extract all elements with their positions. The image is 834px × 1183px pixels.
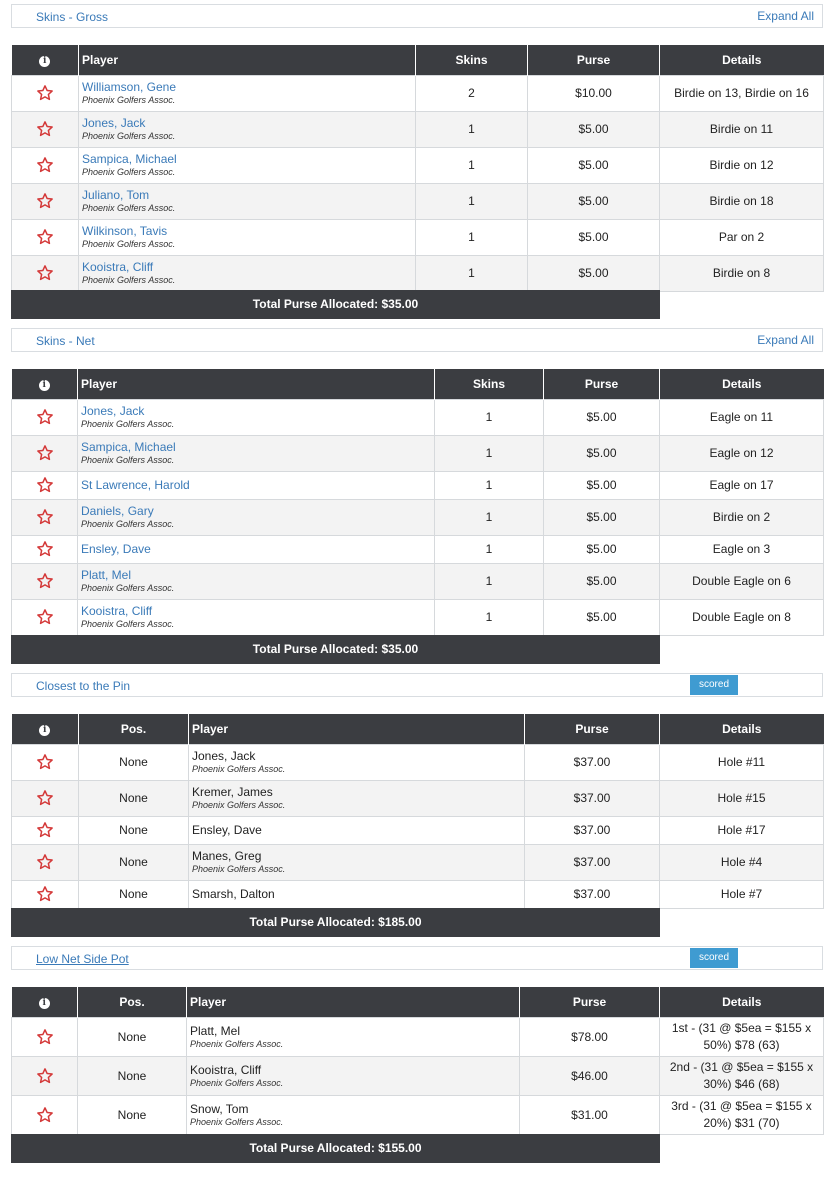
star-icon[interactable] <box>36 1106 54 1124</box>
column-header-purse[interactable]: Purse <box>544 369 660 399</box>
star-icon[interactable] <box>36 156 54 174</box>
player-name-link[interactable]: Platt, Mel <box>81 568 132 582</box>
skins-cell: 2 <box>416 75 528 111</box>
info-icon: i <box>39 998 50 1009</box>
player-cell <box>189 744 525 780</box>
star-icon[interactable] <box>36 84 54 102</box>
player-association: Phoenix Golfers Assoc. <box>190 1116 284 1127</box>
purse-cell: $37.00 <box>525 816 660 844</box>
skins-cell: 1 <box>435 535 544 563</box>
table-row <box>12 219 824 255</box>
purse-cell: $5.00 <box>544 399 660 435</box>
info-column-header <box>12 714 79 744</box>
player-name: Snow, Tom <box>190 1101 249 1116</box>
purse-cell: $5.00 <box>544 563 660 599</box>
player-name-link[interactable]: St Lawrence, Harold <box>81 478 190 492</box>
favorite-cell <box>12 780 79 816</box>
column-header-purse[interactable]: Purse <box>525 714 660 744</box>
player-association: Phoenix Golfers Assoc. <box>190 1038 284 1049</box>
expand-all-link[interactable]: Expand All <box>757 9 814 23</box>
player-name-link[interactable]: Kooistra, Cliff <box>81 604 153 618</box>
details-cell: Hole #17 <box>660 816 824 844</box>
player-cell <box>78 499 435 535</box>
column-header-player[interactable]: Player <box>79 45 416 75</box>
favorite-cell <box>12 399 78 435</box>
info-icon: i <box>39 380 50 391</box>
star-icon[interactable] <box>36 120 54 138</box>
favorite-cell <box>12 880 79 908</box>
skins-cell: 1 <box>416 147 528 183</box>
purse-cell: $5.00 <box>528 183 660 219</box>
details-cell: Eagle on 3 <box>660 535 824 563</box>
column-header-details: Details <box>660 714 824 744</box>
details-cell: Eagle on 17 <box>660 471 824 499</box>
details-cell: Eagle on 12 <box>660 435 824 471</box>
star-icon[interactable] <box>36 228 54 246</box>
purse-cell: $37.00 <box>525 780 660 816</box>
favorite-cell <box>12 183 79 219</box>
pos-cell: None <box>79 880 189 908</box>
details-cell: 3rd - (31 @ $5ea = $155 x 20%) $31 (70) <box>660 1095 824 1134</box>
column-header-pos[interactable]: Pos. <box>79 714 189 744</box>
scored-badge: scored <box>690 675 738 695</box>
table-row <box>12 147 824 183</box>
pos-cell: None <box>78 1095 187 1134</box>
star-icon[interactable] <box>36 572 54 590</box>
player-association: Phoenix Golfers Assoc. <box>82 275 176 285</box>
purse-cell: $5.00 <box>544 535 660 563</box>
table-row <box>12 816 824 844</box>
total-purse-bar: Total Purse Allocated: $185.00 <box>11 908 660 937</box>
purse-cell: $5.00 <box>528 111 660 147</box>
pos-cell: None <box>79 744 189 780</box>
player-name-link[interactable]: Williamson, Gene <box>82 80 177 94</box>
player-association: Phoenix Golfers Assoc. <box>82 95 176 105</box>
player-association: Phoenix Golfers Assoc. <box>81 583 175 593</box>
details-cell: Birdie on 12 <box>660 147 824 183</box>
favorite-cell <box>12 471 78 499</box>
expand-all-link[interactable]: Expand All <box>757 333 814 347</box>
player-name-link[interactable]: Ensley, Dave <box>81 542 151 556</box>
section-header-skins-gross <box>11 4 823 28</box>
table-row <box>12 844 824 880</box>
player-cell <box>78 435 435 471</box>
player-name: Manes, Greg <box>192 849 262 863</box>
star-icon[interactable] <box>36 753 54 771</box>
details-cell: Par on 2 <box>660 219 824 255</box>
player-name-link[interactable]: Sampica, Michael <box>82 152 177 166</box>
details-cell: Double Eagle on 8 <box>660 599 824 635</box>
player-association: Phoenix Golfers Assoc. <box>82 167 176 177</box>
player-association: Phoenix Golfers Assoc. <box>192 764 286 774</box>
player-name: Kooistra, Cliff <box>190 1062 262 1077</box>
player-cell <box>187 1095 520 1134</box>
column-header-purse[interactable]: Purse <box>528 45 660 75</box>
pos-cell: None <box>79 816 189 844</box>
player-cell <box>78 399 435 435</box>
details-cell: 1st - (31 @ $5ea = $155 x 50%) $78 (63) <box>660 1017 824 1056</box>
purse-cell: $5.00 <box>528 255 660 291</box>
column-header-player[interactable]: Player <box>189 714 525 744</box>
section-header-closest-to-pin <box>11 673 823 697</box>
section-title[interactable]: Closest to the Pin <box>36 679 131 693</box>
column-header-pos[interactable]: Pos. <box>78 987 187 1017</box>
purse-cell: $5.00 <box>544 599 660 635</box>
favorite-cell <box>12 744 79 780</box>
purse-cell: $10.00 <box>528 75 660 111</box>
star-icon[interactable] <box>36 540 54 558</box>
table-row <box>12 435 824 471</box>
table-row <box>12 1056 824 1095</box>
table-row <box>12 780 824 816</box>
favorite-cell <box>12 111 79 147</box>
star-icon[interactable] <box>36 853 54 871</box>
details-cell: Birdie on 8 <box>660 255 824 291</box>
favorite-cell <box>12 499 78 535</box>
player-cell <box>78 535 435 563</box>
table-row <box>12 111 824 147</box>
favorite-cell <box>12 1095 78 1134</box>
details-cell: Birdie on 18 <box>660 183 824 219</box>
column-header-skins[interactable]: Skins <box>435 369 544 399</box>
purse-cell: $78.00 <box>520 1017 660 1056</box>
player-cell <box>79 147 416 183</box>
star-icon[interactable] <box>36 192 54 210</box>
player-association: Phoenix Golfers Assoc. <box>192 864 286 874</box>
player-name-link[interactable]: Sampica, Michael <box>81 440 176 454</box>
table-row <box>12 563 824 599</box>
skins-cell: 1 <box>435 499 544 535</box>
player-cell <box>79 255 416 291</box>
skins-cell: 1 <box>435 399 544 435</box>
pos-cell: None <box>79 780 189 816</box>
favorite-cell <box>12 435 78 471</box>
pos-cell: None <box>79 844 189 880</box>
info-column-header <box>12 369 78 399</box>
star-icon[interactable] <box>36 821 54 839</box>
purse-cell: $31.00 <box>520 1095 660 1134</box>
player-cell <box>78 563 435 599</box>
details-cell: Hole #7 <box>660 880 824 908</box>
skins-cell: 1 <box>416 219 528 255</box>
star-icon[interactable] <box>36 608 54 626</box>
low-net-side-pot-table <box>11 987 824 1135</box>
skins-cell: 1 <box>416 255 528 291</box>
table-header-row <box>12 987 824 1017</box>
player-name-link[interactable]: Wilkinson, Tavis <box>82 224 168 238</box>
player-name-link[interactable]: Juliano, Tom <box>82 188 150 202</box>
column-header-player[interactable]: Player <box>187 987 520 1017</box>
column-header-details: Details <box>660 369 824 399</box>
star-icon[interactable] <box>36 789 54 807</box>
purse-cell: $5.00 <box>528 147 660 183</box>
details-cell: 2nd - (31 @ $5ea = $155 x 30%) $46 (68) <box>660 1056 824 1095</box>
section-title[interactable]: Skins - Net <box>36 334 95 348</box>
player-name-link[interactable]: Jones, Jack <box>82 116 146 130</box>
purse-cell: $37.00 <box>525 744 660 780</box>
player-association: Phoenix Golfers Assoc. <box>81 455 175 465</box>
section-header-skins-net <box>11 328 823 352</box>
favorite-cell <box>12 599 78 635</box>
player-association: Phoenix Golfers Assoc. <box>81 619 175 629</box>
table-row <box>12 255 824 291</box>
player-association: Phoenix Golfers Assoc. <box>190 1077 284 1088</box>
purse-cell: $37.00 <box>525 844 660 880</box>
table-row <box>12 183 824 219</box>
skins-net-table <box>11 369 824 636</box>
skins-cell: 1 <box>435 563 544 599</box>
purse-cell: $5.00 <box>544 471 660 499</box>
player-name: Platt, Mel <box>190 1023 241 1038</box>
player-name-link[interactable]: Kooistra, Cliff <box>82 260 154 274</box>
details-cell: Hole #15 <box>660 780 824 816</box>
skins-gross-table <box>11 45 824 292</box>
section-title[interactable]: Skins - Gross <box>36 10 109 24</box>
favorite-cell <box>12 219 79 255</box>
player-cell <box>79 219 416 255</box>
column-header-skins[interactable]: Skins <box>416 45 528 75</box>
player-cell <box>187 1017 520 1056</box>
favorite-cell <box>12 1017 78 1056</box>
table-row <box>12 75 824 111</box>
table-row <box>12 471 824 499</box>
favorite-cell <box>12 255 79 291</box>
table-row <box>12 399 824 435</box>
player-cell <box>187 1056 520 1095</box>
player-association: Phoenix Golfers Assoc. <box>192 800 286 810</box>
player-cell <box>189 816 525 844</box>
table-row <box>12 744 824 780</box>
details-cell: Double Eagle on 6 <box>660 563 824 599</box>
star-icon[interactable] <box>36 408 54 426</box>
column-header-details: Details <box>660 987 824 1017</box>
table-row <box>12 499 824 535</box>
info-icon: i <box>39 56 50 67</box>
player-association: Phoenix Golfers Assoc. <box>82 203 176 213</box>
details-cell: Hole #11 <box>660 744 824 780</box>
player-cell <box>189 880 525 908</box>
closest-to-pin-table <box>11 714 824 909</box>
total-purse-bar: Total Purse Allocated: $35.00 <box>11 635 660 664</box>
details-cell: Birdie on 13, Birdie on 16 <box>660 75 824 111</box>
skins-cell: 1 <box>435 435 544 471</box>
player-cell <box>189 780 525 816</box>
player-cell <box>78 599 435 635</box>
star-icon[interactable] <box>36 885 54 903</box>
details-cell: Birdie on 11 <box>660 111 824 147</box>
section-title[interactable]: Low Net Side Pot <box>36 952 129 966</box>
purse-cell: $5.00 <box>544 435 660 471</box>
table-row <box>12 535 824 563</box>
favorite-cell <box>12 1056 78 1095</box>
player-cell <box>189 844 525 880</box>
purse-cell: $37.00 <box>525 880 660 908</box>
table-row <box>12 880 824 908</box>
total-purse-bar: Total Purse Allocated: $35.00 <box>11 290 660 319</box>
column-header-player[interactable]: Player <box>78 369 435 399</box>
info-icon: i <box>39 725 50 736</box>
details-cell: Hole #4 <box>660 844 824 880</box>
player-cell <box>79 183 416 219</box>
favorite-cell <box>12 563 78 599</box>
pos-cell: None <box>78 1056 187 1095</box>
player-name-link[interactable]: Jones, Jack <box>81 404 145 418</box>
scored-badge: scored <box>690 948 738 968</box>
purse-cell: $5.00 <box>544 499 660 535</box>
player-cell <box>79 75 416 111</box>
skins-cell: 1 <box>435 599 544 635</box>
skins-cell: 1 <box>416 111 528 147</box>
table-row <box>12 1095 824 1134</box>
star-icon[interactable] <box>36 444 54 462</box>
star-icon[interactable] <box>36 1067 54 1085</box>
player-name: Ensley, Dave <box>192 823 262 837</box>
favorite-cell <box>12 147 79 183</box>
star-icon[interactable] <box>36 476 54 494</box>
player-name: Kremer, James <box>192 785 273 799</box>
player-name: Smarsh, Dalton <box>192 887 275 901</box>
player-association: Phoenix Golfers Assoc. <box>82 239 176 249</box>
player-cell <box>79 111 416 147</box>
favorite-cell <box>12 844 79 880</box>
table-row <box>12 599 824 635</box>
table-header-row <box>12 45 824 75</box>
column-header-purse[interactable]: Purse <box>520 987 660 1017</box>
details-cell: Birdie on 2 <box>660 499 824 535</box>
table-header-row <box>12 714 824 744</box>
star-icon[interactable] <box>36 1028 54 1046</box>
table-header-row <box>12 369 824 399</box>
column-header-details: Details <box>660 45 824 75</box>
player-association: Phoenix Golfers Assoc. <box>82 131 176 141</box>
player-association: Phoenix Golfers Assoc. <box>81 519 175 529</box>
info-column-header <box>12 987 78 1017</box>
total-purse-bar: Total Purse Allocated: $155.00 <box>11 1134 660 1163</box>
purse-cell: $5.00 <box>528 219 660 255</box>
player-cell <box>78 471 435 499</box>
purse-cell: $46.00 <box>520 1056 660 1095</box>
favorite-cell <box>12 816 79 844</box>
pos-cell: None <box>78 1017 187 1056</box>
player-association: Phoenix Golfers Assoc. <box>81 419 175 429</box>
star-icon[interactable] <box>36 264 54 282</box>
table-row <box>12 1017 824 1056</box>
player-name-link[interactable]: Daniels, Gary <box>81 504 154 518</box>
favorite-cell <box>12 535 78 563</box>
skins-cell: 1 <box>435 471 544 499</box>
star-icon[interactable] <box>36 508 54 526</box>
player-name: Jones, Jack <box>192 749 256 763</box>
info-column-header <box>12 45 79 75</box>
favorite-cell <box>12 75 79 111</box>
skins-cell: 1 <box>416 183 528 219</box>
details-cell: Eagle on 11 <box>660 399 824 435</box>
section-header-low-net-side-pot <box>11 946 823 970</box>
